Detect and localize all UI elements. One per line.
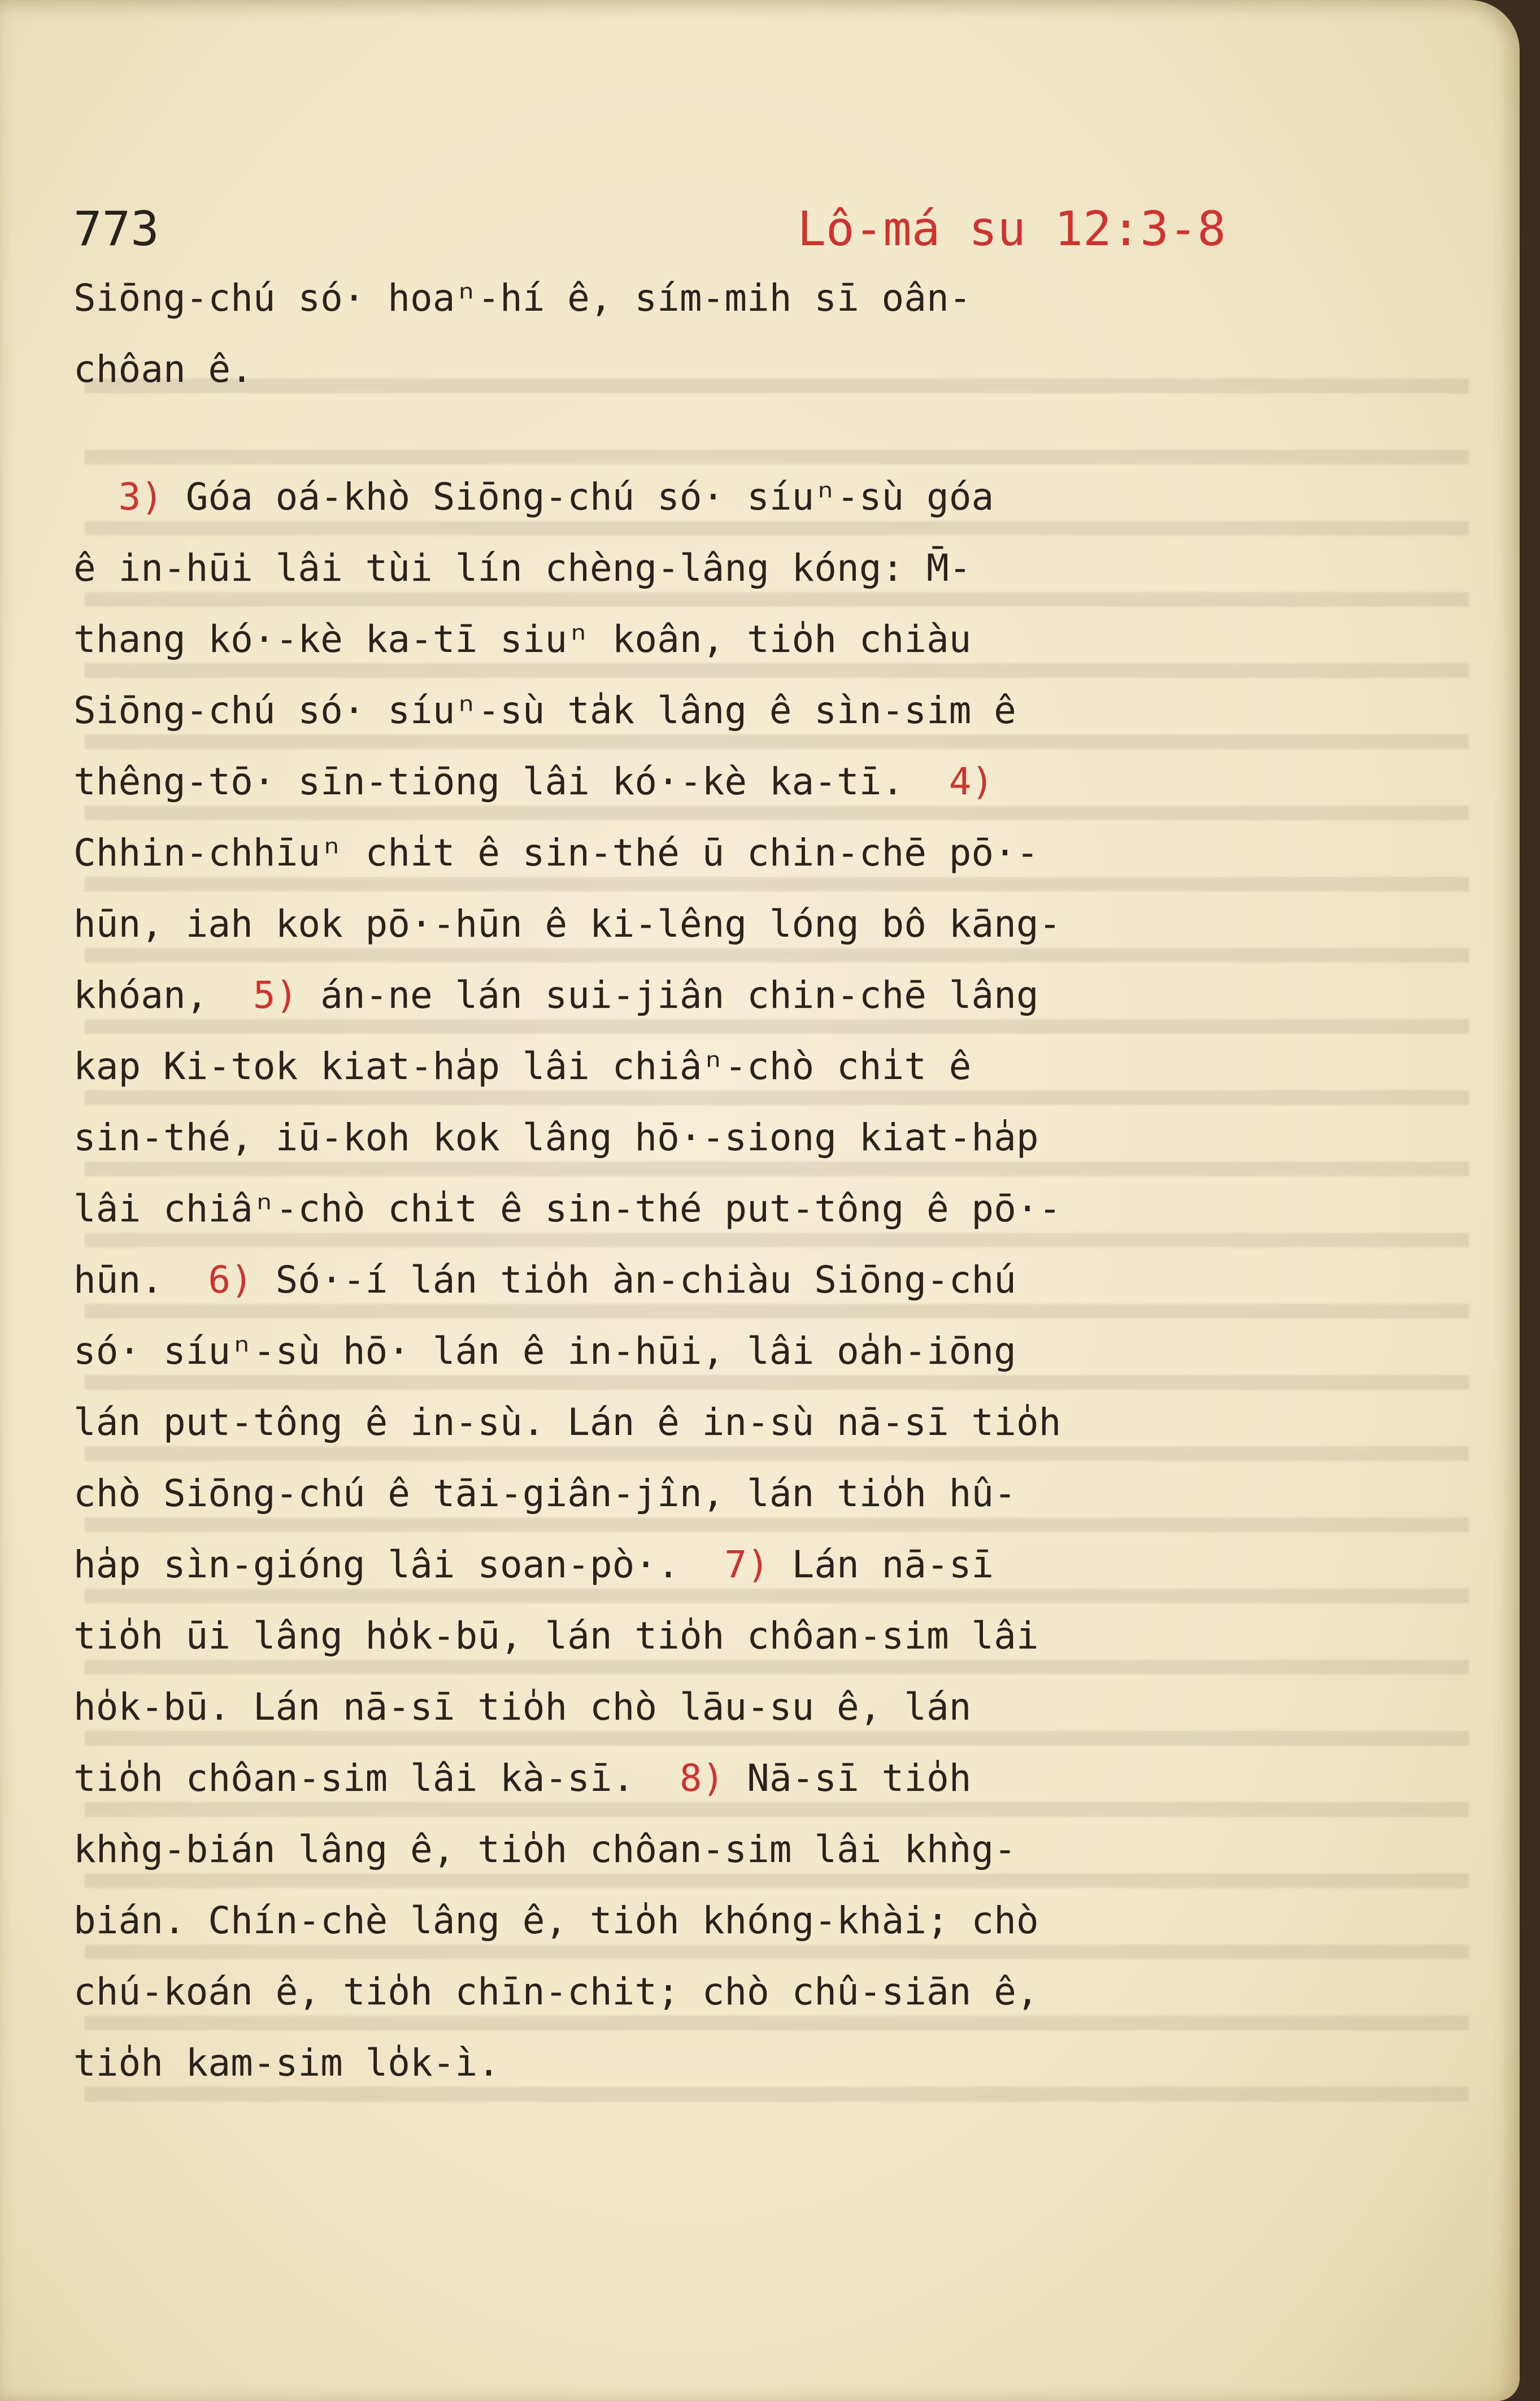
verse-number: 7)	[724, 1543, 769, 1586]
verse-number: 4)	[949, 760, 994, 803]
text-line	[73, 1245, 1441, 1316]
text-line	[73, 334, 1441, 405]
text-line	[73, 1885, 1441, 1956]
text-segment: lán put-tông ê in-sù. Lán ê in-sù nā-sī tio̍h	[73, 1400, 1062, 1444]
text-segment: chò Siōng-chú ê tāi-giân-jîn, lán tio̍h hû-	[73, 1472, 1016, 1515]
text-segment: tio̍h chôan-sim lâi kà-sī.	[73, 1756, 680, 1800]
text-line	[73, 1672, 1441, 1743]
text-segment: hūn, iah kok pō·-hūn ê ki-lêng lóng bô kāng-	[73, 902, 1062, 946]
verse-number: 6)	[208, 1258, 253, 1302]
text-segment: chôan ê.	[73, 347, 253, 391]
text-segment: bián. Chín-chè lâng ê, tio̍h khóng-khài; chò	[73, 1899, 1039, 1942]
text-segment: chú-koán ê, tio̍h chīn-chit; chò chû-siān ê,	[73, 1970, 1039, 2013]
text-segment: Góa oá-khò Siōng-chú só· síuⁿ-sù góa	[163, 475, 994, 519]
text-segment: Chhin-chhīuⁿ chi̍t ê sin-thé ū chin-chē pō·-	[73, 831, 1039, 875]
text-segment: Siōng-chú só· síuⁿ-sù ta̍k lâng ê sìn-sim ê	[73, 689, 1016, 732]
text-line	[73, 1458, 1441, 1529]
text-segment: Siōng-chú só· hoaⁿ-hí ê, sím-mih sī oân-	[73, 276, 972, 320]
text-segment: só· síuⁿ-sù hō· lán ê in-hūi, lâi oa̍h-iōng	[73, 1329, 1016, 1373]
text-line	[73, 746, 1441, 817]
text-segment: Nā-sī tio̍h	[724, 1756, 972, 1800]
verse-number: 5)	[253, 973, 298, 1017]
running-head	[73, 192, 1226, 266]
text-segment: khóan,	[73, 973, 253, 1017]
text-segment: tio̍h kam-sim lo̍k-ì.	[73, 2041, 500, 2085]
text-line	[73, 675, 1441, 746]
text-line	[73, 462, 1441, 533]
text-line	[73, 1387, 1441, 1458]
text-segment: ê in-hūi lâi tùi lín chèng-lâng kóng: M̄-	[73, 546, 972, 590]
text-line	[73, 1814, 1441, 1885]
text-segment: thang kó·-kè ka-tī siuⁿ koân, tio̍h chiàu	[73, 617, 972, 661]
text-line	[73, 604, 1441, 675]
text-segment: ho̍k-bū. Lán nā-sī tio̍h chò lāu-su ê, lán	[73, 1685, 972, 1729]
text-segment: ha̍p sìn-gióng lâi soan-pò·.	[73, 1543, 725, 1586]
body-text	[73, 263, 1441, 2099]
text-line	[73, 1600, 1441, 1672]
text-segment: án-ne lán sui-jiân chin-chē lâng	[298, 973, 1039, 1017]
text-line	[73, 1102, 1441, 1173]
text-segment: thêng-tō· sīn-tiōng lâi kó·-kè ka-tī.	[73, 760, 949, 803]
text-line	[73, 1316, 1441, 1387]
verse-number: 3)	[118, 475, 163, 519]
verse-number: 8)	[679, 1756, 725, 1800]
text-line	[73, 1743, 1441, 1814]
text-segment: Só·-í lán tio̍h àn-chiàu Siōng-chú	[253, 1258, 1016, 1302]
text-line	[73, 1173, 1441, 1245]
text-line	[73, 817, 1441, 889]
text-segment: sin-thé, iū-koh kok lâng hō·-siong kiat-ha̍p	[73, 1116, 1039, 1159]
text-line	[73, 263, 1441, 334]
text-segment: lâi chiâⁿ-chò chi̍t ê sin-thé put-tông ê pō·-	[73, 1187, 1062, 1230]
text-line	[73, 533, 1441, 604]
text-line	[73, 2028, 1441, 2099]
page-number: 773	[73, 201, 159, 256]
text-line	[73, 889, 1441, 960]
text-line	[73, 1529, 1441, 1600]
text-line	[73, 1031, 1441, 1102]
text-segment: hūn.	[73, 1258, 208, 1302]
text-segment: Lán nā-sī	[769, 1543, 994, 1586]
text-segment: kap Ki-tok kiat-ha̍p lâi chiâⁿ-chò chi̍t ê	[73, 1045, 972, 1088]
text-segment: khǹg-bián lâng ê, tio̍h chôan-sim lâi khǹg-	[73, 1828, 1016, 1871]
text-segment: tio̍h ūi lâng ho̍k-bū, lán tio̍h chôan-sim lâi	[73, 1614, 1039, 1658]
text-line	[73, 960, 1441, 1031]
text-line	[73, 1956, 1441, 2028]
paragraph-gap	[73, 405, 1441, 462]
book-reference: Lô-má su 12:3-8	[797, 201, 1226, 256]
